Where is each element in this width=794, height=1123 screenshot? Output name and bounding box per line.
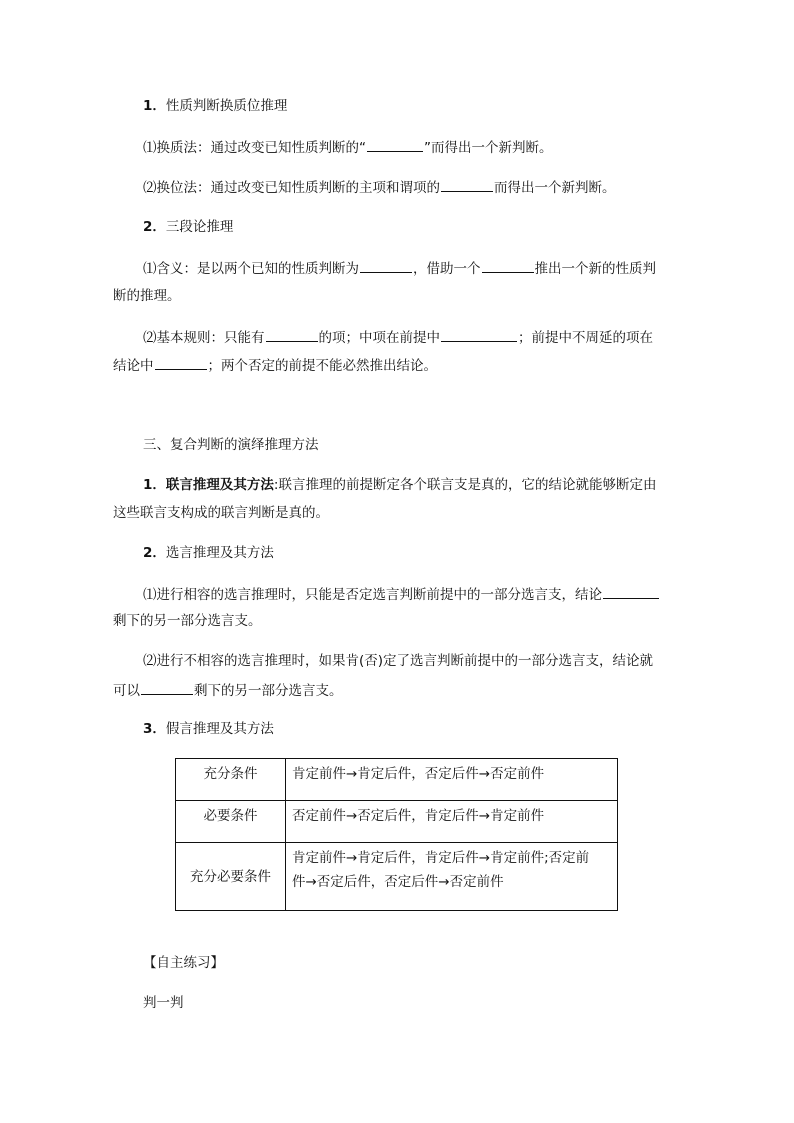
s3-item-1: 1．联言推理及其方法:联言推理的前提断定各个联言支是真的，它的结论就能够断定由 xyxy=(143,477,657,493)
rule-cell: 肯定前件→肯定后件，肯定后件→肯定前件;否定前 件→否定后件，否定后件→否定前件 xyxy=(286,843,618,911)
table-row xyxy=(176,801,618,843)
condition-cell: 充分条件 xyxy=(176,759,286,801)
s2-paragraph-2: ⑵基本规则：只能有 的项；中项在前提中 ；前提中不周延的项在 xyxy=(143,325,653,349)
s3-item-2-heading: 2．选言推理及其方法 xyxy=(143,545,274,561)
answer-blank[interactable] xyxy=(482,256,534,273)
practice-subheading: 判一判 xyxy=(143,995,184,1011)
table-row xyxy=(176,759,618,801)
practice-heading: 【自主练习】 xyxy=(143,955,224,971)
table-row xyxy=(176,843,618,911)
s2-paragraph-2-cont: 结论中 ；两个否定的前提不能必然推出结论。 xyxy=(113,353,437,377)
answer-blank[interactable] xyxy=(441,175,493,192)
s2-paragraph-1: ⑴含义：是以两个已知的性质判断为 ，借助一个 推出一个新的性质判 xyxy=(143,256,656,280)
conditional-inference-table xyxy=(175,758,618,911)
answer-blank[interactable] xyxy=(603,582,659,599)
s3-item-2-para-2-cont: 可以 剩下的另一部分选言支。 xyxy=(113,678,343,702)
answer-blank[interactable] xyxy=(360,256,412,273)
section-3-heading: 三、复合判断的演绎推理方法 xyxy=(143,437,319,453)
condition-cell: 必要条件 xyxy=(176,801,286,843)
condition-cell: 充分必要条件 xyxy=(176,843,286,911)
s1-paragraph-2: ⑵换位法：通过改变已知性质判断的主项和谓项的 而得出一个新判断。 xyxy=(143,175,616,199)
s1-paragraph-1: ⑴换质法：通过改变已知性质判断的“ ”而得出一个新判断。 xyxy=(143,135,553,159)
rule-cell: 肯定前件→肯定后件，否定后件→否定前件 xyxy=(286,759,618,801)
answer-blank[interactable] xyxy=(367,135,423,152)
s2-paragraph-1-cont: 断的推理。 xyxy=(113,288,181,304)
section-1-heading: 1．性质判断换质位推理 xyxy=(143,98,288,114)
s3-item-2-para-1-cont: 剩下的另一部分选言支。 xyxy=(113,613,262,629)
s3-item-2-para-2: ⑵进行不相容的选言推理时，如果肯(否)定了选言判断前提中的一部分选言支，结论就 xyxy=(143,653,654,669)
answer-blank[interactable] xyxy=(155,353,207,370)
s3-item-3-heading: 3．假言推理及其方法 xyxy=(143,721,274,737)
section-2-heading: 2．三段论推理 xyxy=(143,219,234,235)
s3-item-1-cont: 这些联言支构成的联言判断是真的。 xyxy=(113,505,329,521)
answer-blank[interactable] xyxy=(441,325,517,342)
answer-blank[interactable] xyxy=(266,325,318,342)
answer-blank[interactable] xyxy=(141,678,193,695)
rule-cell: 否定前件→否定后件，肯定后件→肯定前件 xyxy=(286,801,618,843)
s3-item-2-para-1: ⑴进行相容的选言推理时，只能是否定选言判断前提中的一部分选言支，结论 xyxy=(143,582,660,606)
